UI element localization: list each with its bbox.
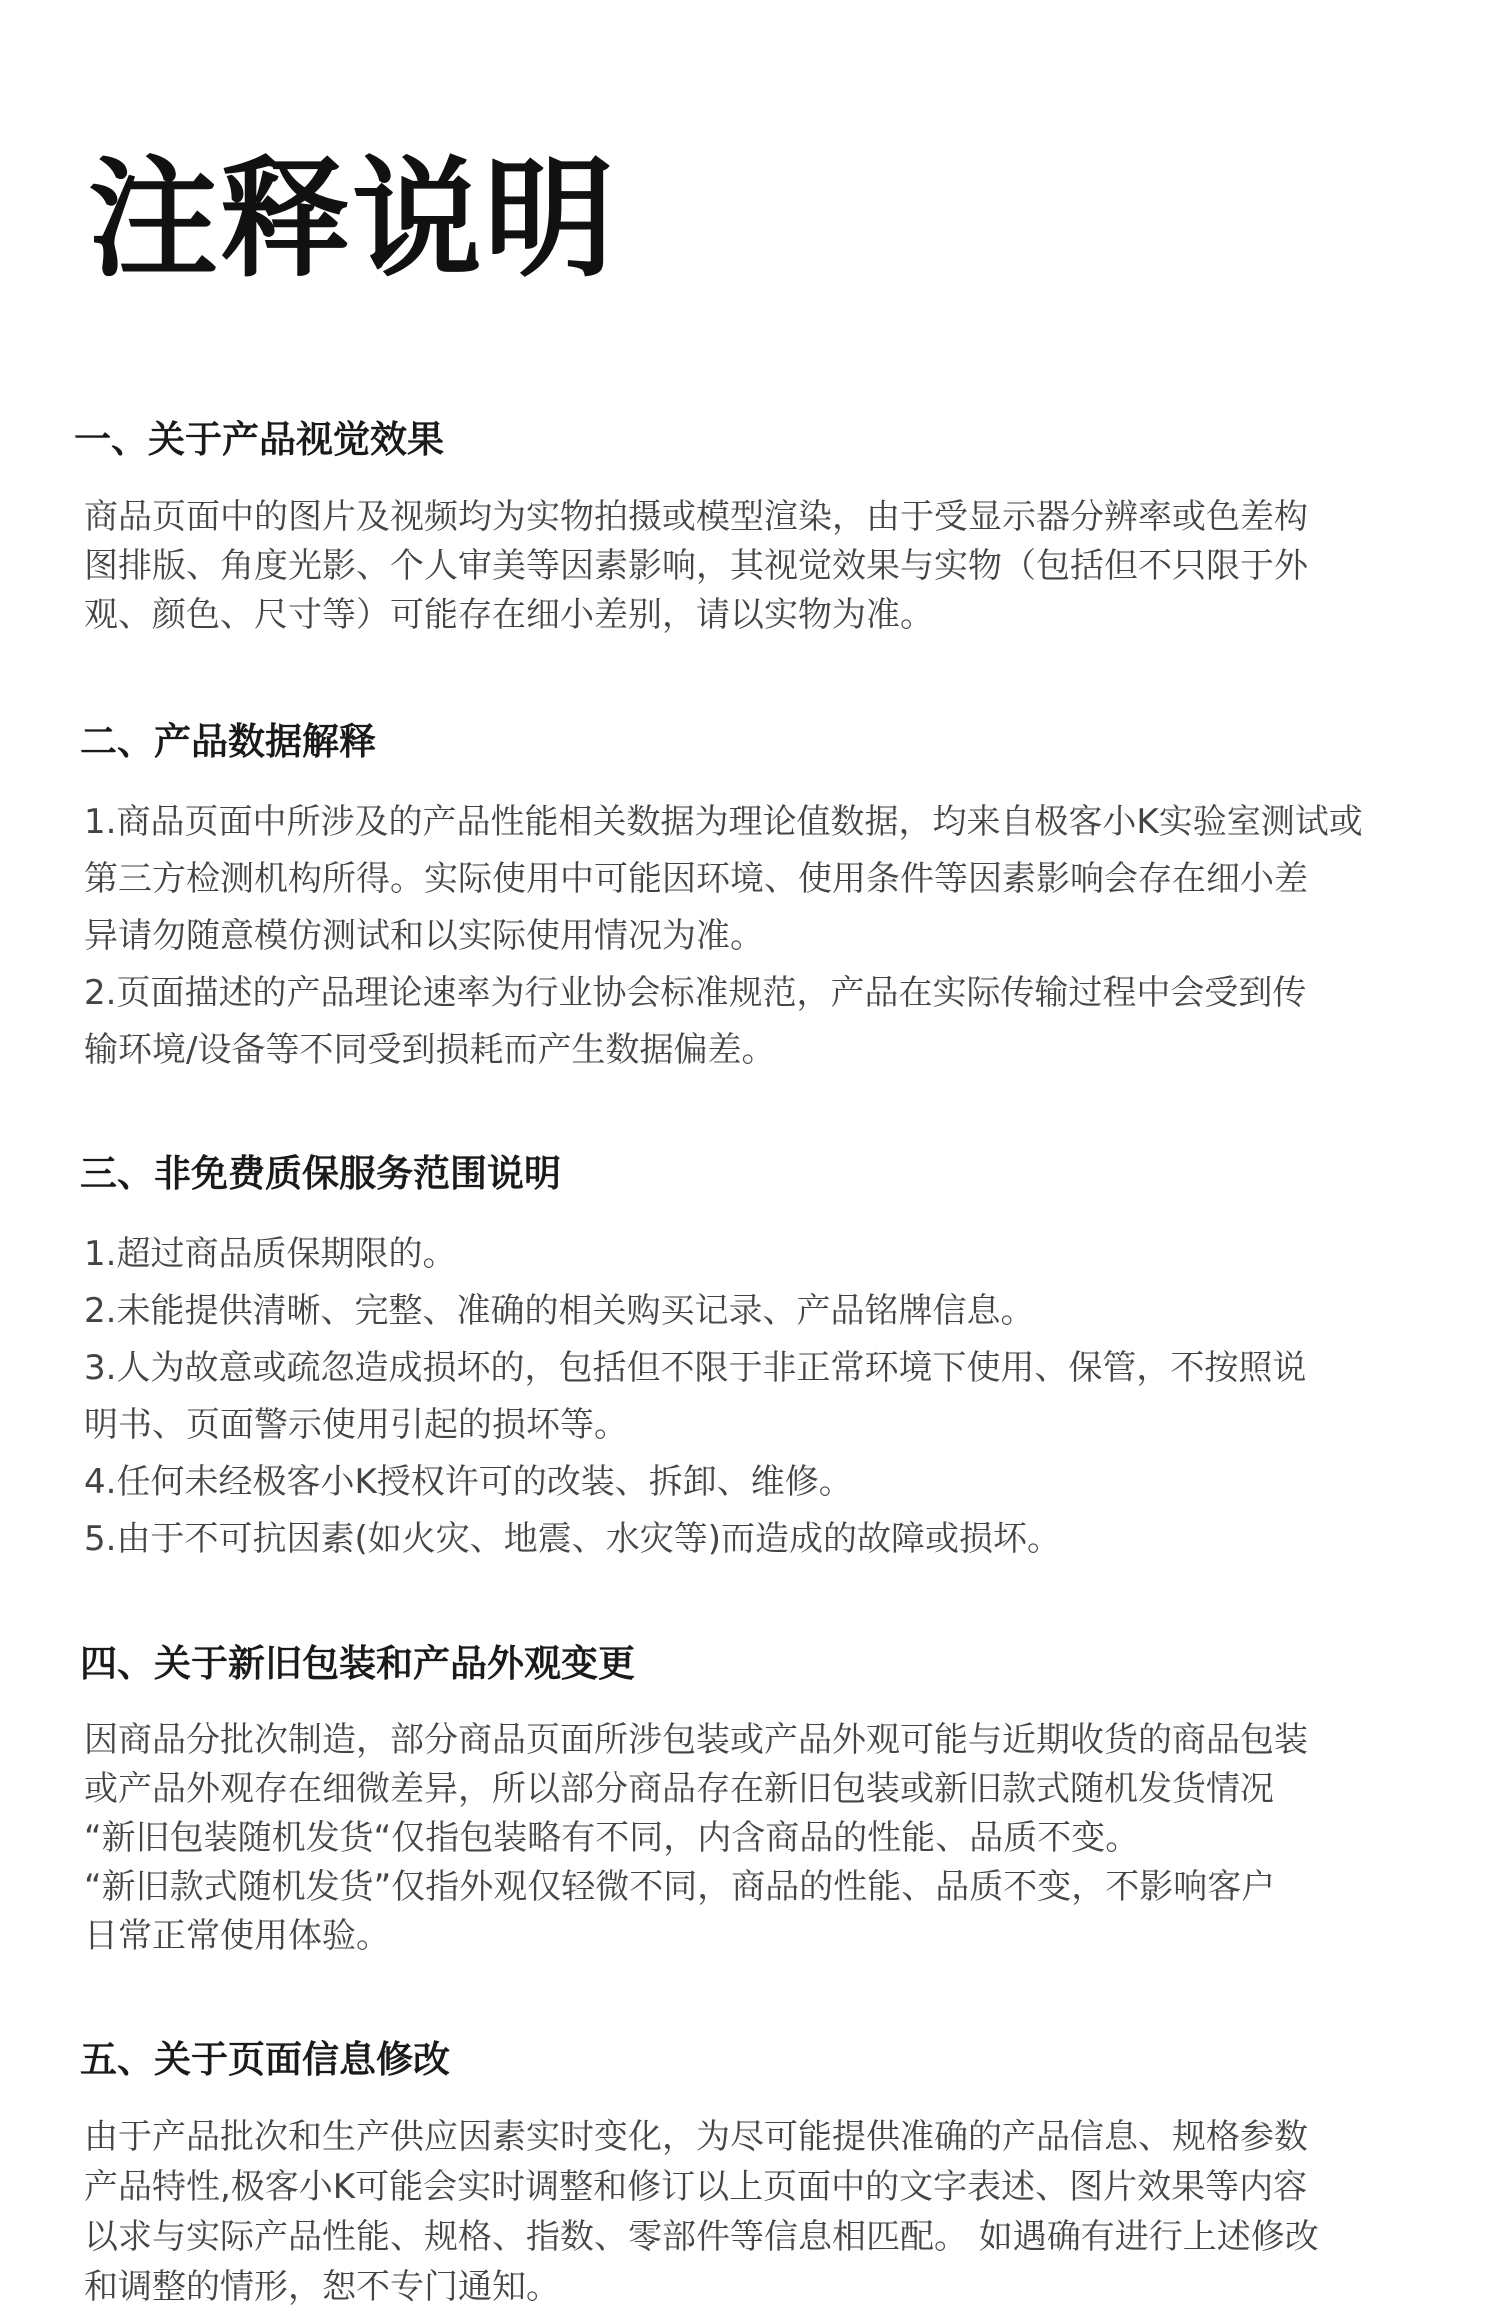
section-heading: 五、关于页面信息修改 (80, 2038, 450, 2081)
body-line: “新旧包装随机发货“仅指包装略有不同，内含商品的性能、品质不变。 (84, 1818, 1140, 1858)
body-line: 1.超过商品质保期限的。 (84, 1234, 457, 1274)
body-line: 图排版、角度光影、个人审美等因素影响，其视觉效果与实物（包括但不只限于外 (84, 546, 1308, 586)
section-body (84, 493, 1308, 640)
body-line: 2.页面描述的产品理论速率为行业协会标准规范，产品在实际传输过程中会受到传 (84, 973, 1307, 1013)
body-line: 异请勿随意模仿测试和以实际使用情况为准。 (84, 916, 764, 956)
section-heading: 一、关于产品视觉效果 (74, 418, 444, 461)
page-title: 注释说明 (88, 143, 617, 295)
body-line: 5.由于不可抗因素(如火灾、地震、水灾等)而造成的故障或损坏。 (84, 1519, 1061, 1559)
body-line: 产品特性,极客小K可能会实时调整和修订以上页面中的文字表述、图片效果等内容 (84, 2167, 1308, 2207)
section-heading: 二、产品数据解释 (80, 720, 376, 763)
body-line: 因商品分批次制造，部分商品页面所涉包装或产品外观可能与近期收货的商品包装 (84, 1720, 1308, 1760)
body-line: 第三方检测机构所得。实际使用中可能因环境、使用条件等因素影响会存在细小差 (84, 859, 1308, 899)
body-line: 明书、页面警示使用引起的损坏等。 (84, 1405, 628, 1445)
body-line: 商品页面中的图片及视频均为实物拍摄或模型渲染，由于受显示器分辨率或色差构 (84, 497, 1308, 537)
body-line: “新旧款式随机发货”仅指外观仅轻微不同，商品的性能、品质不变，不影响客户 (84, 1867, 1276, 1907)
section-body (84, 1226, 1306, 1568)
section-body (84, 794, 1363, 1079)
body-line: 4.任何未经极客小K授权许可的改装、拆卸、维修。 (84, 1462, 853, 1502)
body-line: 输环境/设备等不同受到损耗而产生数据偏差。 (84, 1030, 776, 1070)
section-body (84, 1716, 1308, 1961)
body-line: 2.未能提供清晰、完整、准确的相关购买记录、产品铭牌信息。 (84, 1291, 1035, 1331)
body-line: 观、颜色、尺寸等）可能存在细小差别，请以实物为准。 (84, 595, 934, 635)
body-line: 1.商品页面中所涉及的产品性能相关数据为理论值数据，均来自极客小K实验室测试或 (84, 802, 1363, 842)
body-line: 以求与实际产品性能、规格、指数、零部件等信息相匹配。 如遇确有进行上述修改 (84, 2217, 1319, 2257)
body-line: 和调整的情形，恕不专门通知。 (84, 2267, 560, 2307)
body-line: 日常正常使用体验。 (84, 1916, 390, 1956)
body-line: 由于产品批次和生产供应因素实时变化，为尽可能提供准确的产品信息、规格参数 (84, 2117, 1308, 2157)
section-heading: 四、关于新旧包装和产品外观变更 (80, 1642, 635, 1685)
body-line: 或产品外观存在细微差异，所以部分商品存在新旧包装或新旧款式随机发货情况 (84, 1769, 1274, 1809)
body-line: 3.人为故意或疏忽造成损坏的，包括但不限于非正常环境下使用、保管，不按照说 (84, 1348, 1307, 1388)
section-heading: 三、非免费质保服务范围说明 (80, 1152, 561, 1195)
section-body (84, 2112, 1319, 2312)
